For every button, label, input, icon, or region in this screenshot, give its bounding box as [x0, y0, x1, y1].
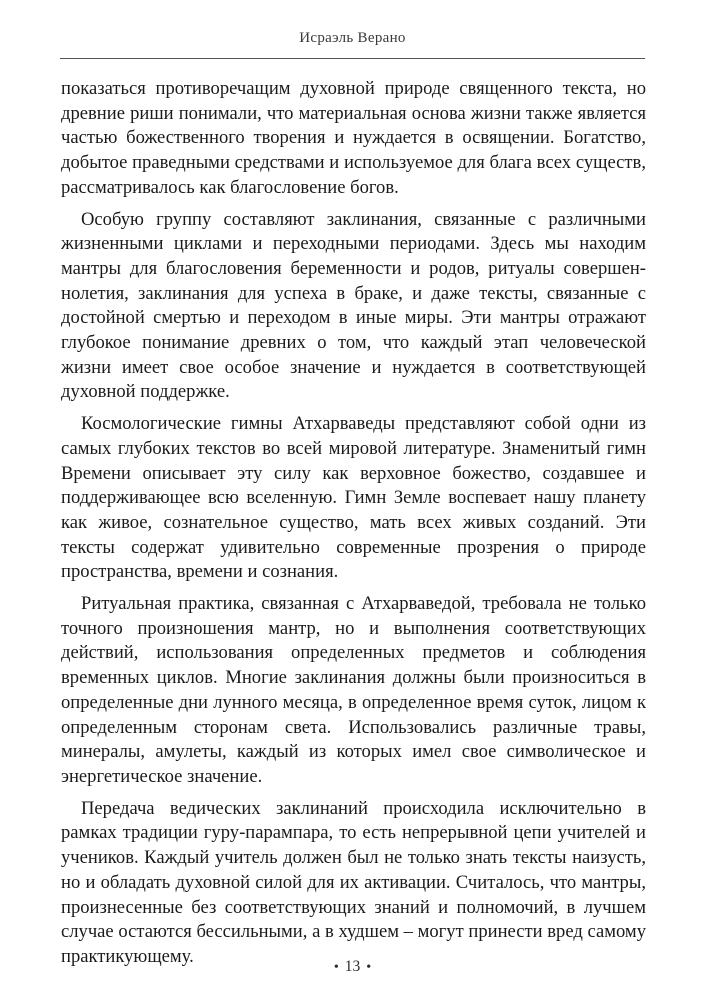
body-text — [61, 77, 646, 977]
paragraph: Передача ведических заклинаний происходила исключительно в рамках традиции гуру-парампара, то есть непрерывной цепи учителей и учеников. Каждый учитель должен был не только знать тексты наизусть, но и обладать духовной силой для их активации. Считалось, что мантры, произнесенные без соответствующих знаний и полномочий, в лучшем случае остаются бессильными, а в худшем – могут принести вред самому практикующему. — [61, 797, 646, 967]
header-rule — [60, 58, 645, 59]
folio-bullet-right: • — [366, 960, 372, 975]
page-number-value: 13 — [344, 958, 361, 975]
folio-bullet-left: • — [333, 960, 339, 975]
paragraph: Особую группу составляют заклинания, связанные с различными жизненными циклами и переходными периодами. Здесь мы находим мантры для благословения беременности и родов, ритуалы совершеннолетия, заклинания для успеха в браке, и даже тексты, связанные с достойной смертью и переходом в иные миры. Эти мантры отражают глубокое понимание древних о том, что каждый этап человеческой жизни имеет свое особое значение и нуждается в соответствующей духовной поддержке. — [61, 208, 646, 403]
paragraph: Космологические гимны Атхарваведы представляют собой одни из самых глубоких текстов во всей мировой литературе. Знаменитый гимн Времени описывает эту силу как верховное божество, создавшее и поддерживающее всю вселенную. Гимн Земле воспевает нашу планету как живое, сознательное существо, мать всех живых созданий. Эти тексты содержат удивительно современные прозрения о природе пространства, времени и сознания. — [61, 413, 646, 583]
running-head-title: Исраэль Верано — [299, 30, 406, 46]
page-number — [0, 958, 705, 976]
paragraph-continued: показаться противоречащим духовной природе священного текста, но древние риши понимали, что материальная основа жизни также является частью божественного творения и нуждается в освящении. Богатство, добытое праведными средствами и используемое для блага всех существ, рассматривалось как благословение богов. — [61, 78, 646, 198]
paragraph: Ритуальная практика, связанная с Атхарваведой, требовала не только точного произношения мантр, но и выполнения соответствующих действий, использования определенных предметов и соблюдения временных циклов. Многие заклинания должны были произноситься в определенные дни лунного месяца, в определенное время суток, лицом к определенным сторонам света. Использовались различные травы, минералы, амулеты, каждый из которых имел свое символическое и энергетическое значение. — [61, 593, 646, 787]
